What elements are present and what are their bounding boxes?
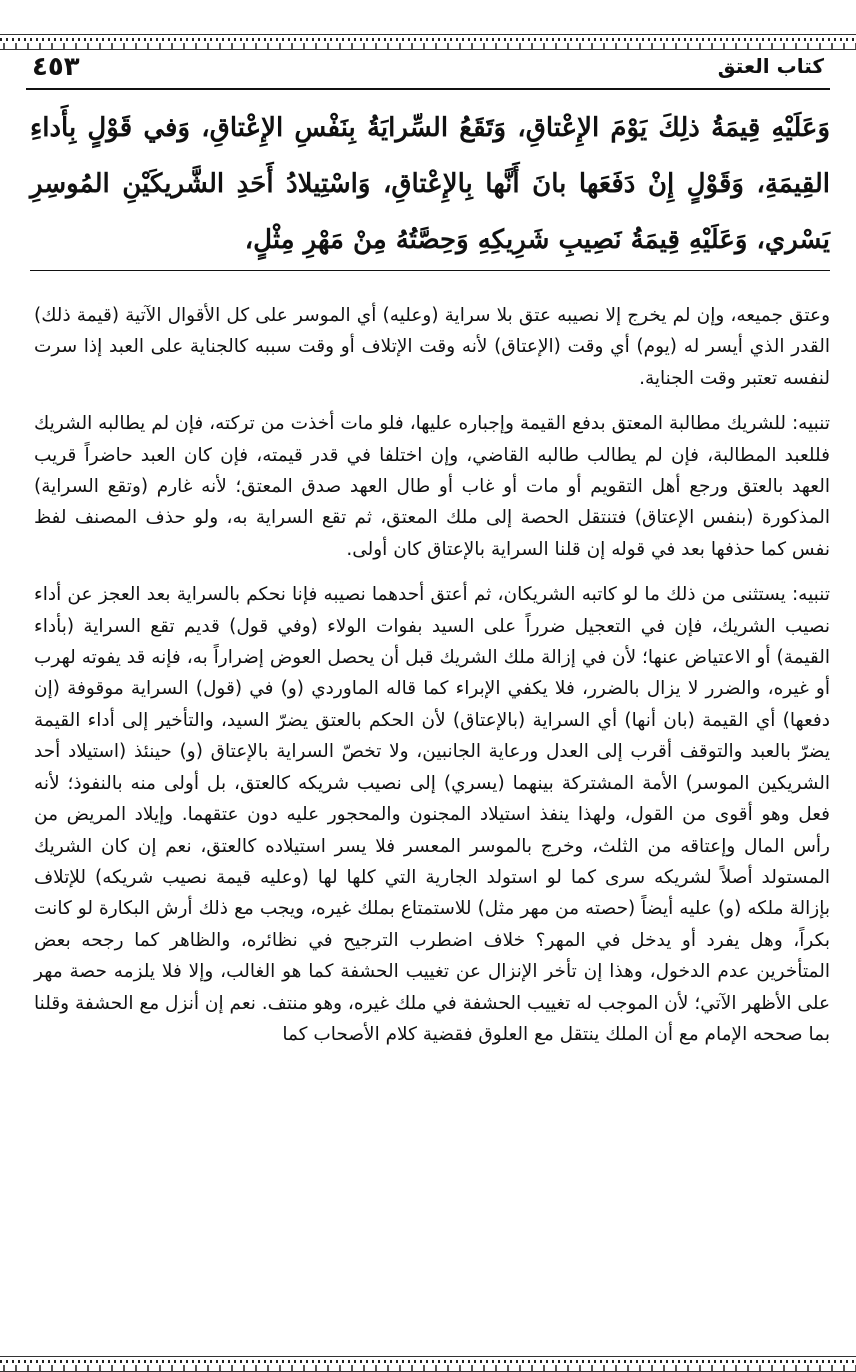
top-ornamental-border <box>0 34 856 50</box>
commentary-paragraph: وعتق جميعه، وإن لم يخرج إلا نصيبه عتق بلا سراية (وعليه) أي الموسر على كل الأقوال الآتية (قيمة ذلك) القدر الذي أيسر له (يوم) أي وقت (الإعتاق) لأنه وقت الإتلاف أو وقت سببه كالجناية على العبد إذا سرت لنفسه تعتبر وقت الجناية. <box>34 305 830 389</box>
bottom-ornamental-border <box>0 1356 856 1372</box>
matn-text: وَعَلَيْهِ قِيمَةُ ذلِكَ يَوْمَ الإِعْتاقِ، وَتَقَعُ السِّرايَةُ بِنَفْسِ الإِعْتاقِ، وَفي قَوْلٍ بِأَداءِ القِيمَةِ، وَقَوْلٍ إِنْ دَفَعَها بانَ أَنَّها بِالإِعْتاقِ، وَاسْتِيلادُ أَحَدِ الشَّريكَيْنِ المُوسِرِ يَسْري، وَعَلَيْهِ قِيمَةُ نَصِيبِ شَرِيكِهِ وَحِصَّتُهُ مِنْ مَهْرِ مِثْلٍ، <box>30 113 830 255</box>
book-title: كتاب العتق <box>717 54 824 78</box>
commentary-paragraph: تنبيه: للشريك مطالبة المعتق بدفع القيمة وإجباره عليها، فلو مات أخذت من تركته، فإن لم يطالبه الشريك فللعبد المطالبة، فإن لم يطالب طالبه القاضي، وإن اختلفا في قدر قيمته، فإن كان العبد حاضراً قريب العهد بالعتق ورجع أهل التقويم أو مات أو غاب أو طال العهد صدق المعتق؛ لأنه غارم (وتقع السراية) المذكورة (بنفس الإعتاق) فتنتقل الحصة إلى ملك المعتق، ثم تقع السراية به، ولو حذف المصنف لفظ نفس كما حذفها بعد في قوله إن قلنا السراية بالإعتاق كان أولى. <box>34 413 830 560</box>
matn-divider <box>30 270 830 271</box>
commentary-paragraph: تنبيه: يستثنى من ذلك ما لو كاتبه الشريكان، ثم أعتق أحدهما نصيبه فإنا نحكم بالسراية بعد العجز عن أداء نصيب الشريك، فإن في التعجيل ضرراً على السيد بفوات الولاء (وفي قول) قديم تقع السراية (بأداء القيمة) أو الاعتياض عنها؛ لأن في إزالة ملك الشريك قبل أن يحصل العوض إضراراً به، فإنه قد يفوته لهرب أو غيره، والضرر لا يزال بالضرر، فلا يكفي الإبراء كما قاله الماوردي (و) في (قول) السراية موقوفة (إن دفعها) أي القيمة (بان أنها) أي السراية (بالإعتاق) لأن الحكم بالعتق يضرّ السيد، والتأخير إلى أداء القيمة يضرّ بالعبد والتوقف أقرب إلى العدل ورعاية الجانبين، ولا تخصّ السراية بالإعتاق (و) حينئذ (استيلاد أحد الشريكين الموسر) الأمة المشتركة بينهما (يسري) إلى نصيب شريكه كالعتق، بل أولى منه بالنفوذ؛ لأنه فعل وهو أقوى من القول، ولهذا ينفذ استيلاد المجنون والمحجور عليه دون عتقهما. وإيلاد المريض من رأس المال وإعتاقه من الثلث، وخرج بالموسر المعسر فلا يسر استيلاده كالعتق، نعم إن كان الشريك المستولد أصلاً لشريكه سرى كما لو استولد الجارية التي كلها لها (وعليه قيمة نصيب شريكه) للإتلاف بإزالة ملكه (و) عليه أيضاً (حصته من مهر مثل) للاستمتاع بملك غيره، ويجب مع ذلك أرش البكارة لو كانت بكراً، وهل يفرد أو يدخل في المهر؟ خلاف اضطرب الترجيح في نظائره، والظاهر كما رجحه بعض المتأخرين عدم الدخول، وهذا إن تأخر الإنزال عن تغييب الحشفة كما هو الغالب، وإلا فلا يلزمه حصة مهر على الأظهر الآتي؛ لأن الموجب له تغييب الحشفة في ملك غيره، وهو منتف. نعم إن أنزل مع الحشفة وقلنا بما صححه الإمام مع أن الملك ينتقل مع العلوق فقضية كلام الأصحاب كما <box>34 584 830 1045</box>
page-header <box>26 52 830 90</box>
page-number: ٤٥٣ <box>32 52 80 82</box>
commentary-body <box>34 300 830 1050</box>
